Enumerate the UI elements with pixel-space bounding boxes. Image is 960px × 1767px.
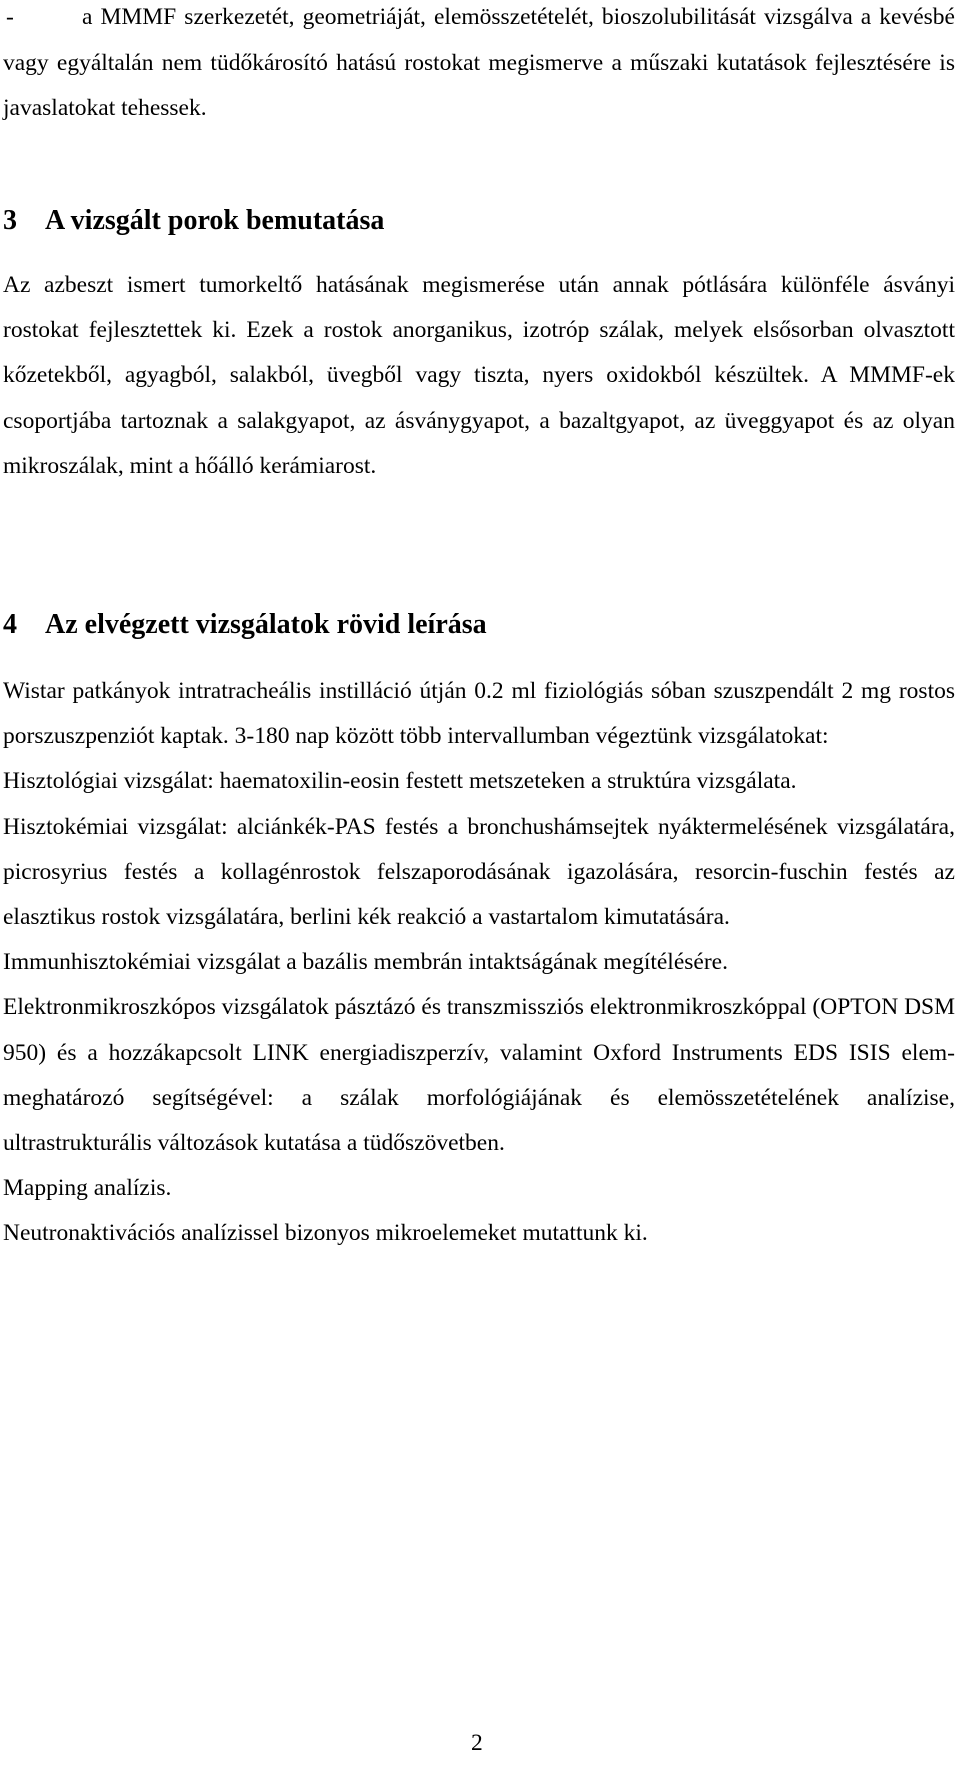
section-4-paragraph-1: Wistar patkányok intratracheális instilláció útján 0.2 ml fiziológiás sóban szuszpendált 2 mg rostos porszuszpenziót kaptak. 3-180 nap között több intervallumban végeztünk vizsgálatokat: bbox=[3, 678, 955, 750]
section-4-paragraph-5: Elektronmikroszkópos vizsgálatok pásztázó és transzmissziós elektronmikroszkóppal (OPTON DSM 950) és a hozzákapcsolt LINK energiadiszperzív, valamint Oxford Instruments EDS ISIS elem-meghatározó segítségével: a szálak morfológiájának és elemösszetételének analízise, ultrastrukturális változások kutatása a tüdőszövetben. bbox=[3, 994, 955, 1157]
bullet-text: a MMMF szerkezetét, geometriáját, elemösszetételét, bioszolubilitását vizsgálva a kevésbé vagy egyáltalán nem tüdőkárosító hatású rostokat megismerve a műszaki kutatások fejlesztésére is javaslatokat tehessek. bbox=[3, 4, 955, 121]
section-3-title: A vizsgált porok bemutatása bbox=[45, 205, 385, 236]
bullet-dash: - bbox=[6, 4, 14, 30]
section-4-heading bbox=[3, 608, 487, 642]
section-4-number: 4 bbox=[3, 609, 17, 640]
section-4-paragraph-6: Mapping analízis. bbox=[3, 1175, 172, 1202]
bullet-item bbox=[3, 0, 955, 132]
section-4-paragraph-7: Neutronaktivációs analízissel bizonyos mikroelemeket mutattunk ki. bbox=[3, 1220, 648, 1247]
section-3-heading bbox=[3, 204, 384, 238]
section-3-number: 3 bbox=[3, 205, 17, 236]
page-number: 2 bbox=[471, 1730, 483, 1756]
section-3-paragraph: Az azbeszt ismert tumorkeltő hatásának megismerése után annak pótlására különféle ásványi rostokat fejlesztettek ki. Ezek a rostok anorganikus, izotróp szálak, melyek elsősorban olvasztott kőzetekből, agyagból, salakból, üvegből vagy tiszta, nyers oxidokból készültek. A MMMF-ek csoportjába tartoznak a salakgyapot, az ásványgyapot, a bazaltgyapot, az üveggyapot és az olyan mikroszálak, mint a hőálló kerámiarost. bbox=[3, 272, 955, 479]
section-4-paragraph-3: Hisztokémiai vizsgálat: alciánkék-PAS festés a bronchushámsejtek nyáktermelésének vizsgálatára, picrosyrius festés a kollagénrostok felszaporodásának igazolására, resorcin-fuschin festés az elasztikus rostok vizsgálatára, berlini kék reakció a vastartalom kimutatására. bbox=[3, 813, 955, 931]
section-4-body bbox=[3, 669, 955, 1257]
section-4-paragraph-4: Immunhisztokémiai vizsgálat a bazális membrán intaktságának megítélésére. bbox=[3, 949, 728, 976]
section-4-title: Az elvégzett vizsgálatok rövid leírása bbox=[45, 609, 487, 640]
section-3-body bbox=[3, 263, 955, 489]
section-4-paragraph-2: Hisztológiai vizsgálat: haematoxilin-eosin festett metszeteken a struktúra vizsgálata. bbox=[3, 768, 797, 795]
